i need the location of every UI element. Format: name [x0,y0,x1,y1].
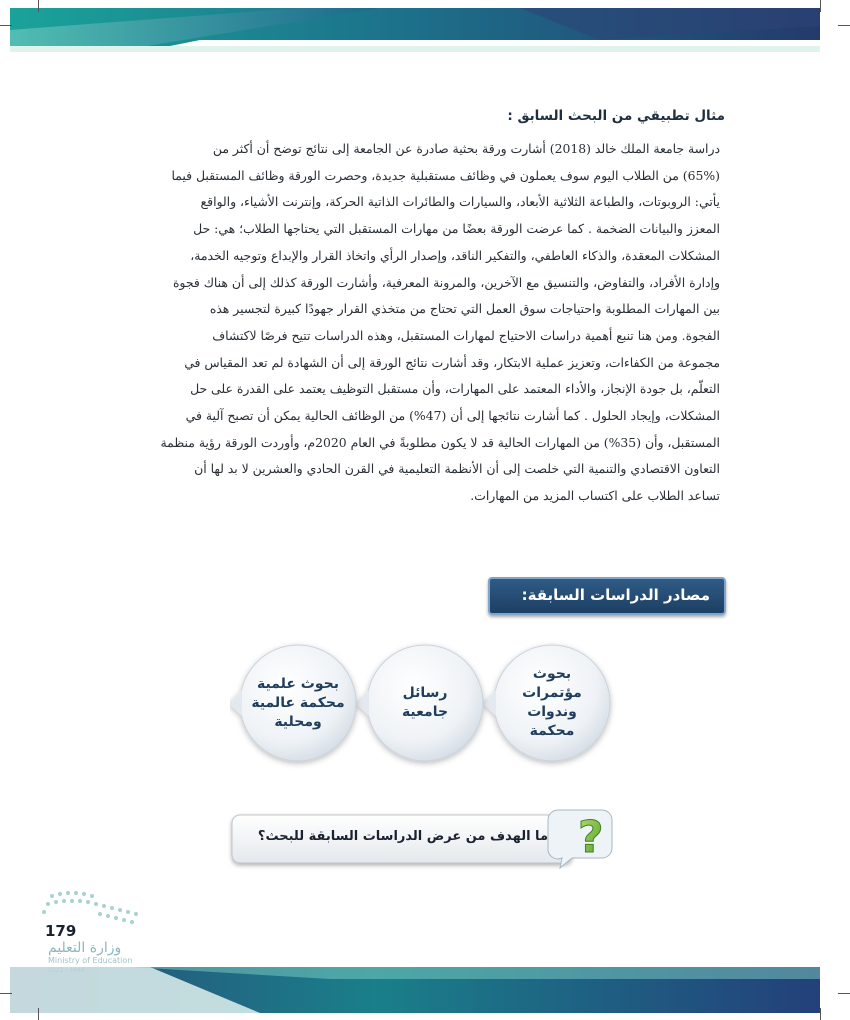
crop-mark [38,1008,39,1020]
example-heading: مثال تطبيقي من البحث السابق : [507,108,725,124]
paragraph-line: بين المهارات المطلوبة واحتياجات سوق العمل التي تحتاج من متخذي القرار جهودًا كبيرة لتجسير هذه [209,301,720,317]
crop-mark [838,25,850,26]
paragraph-line: تساعد الطلاب على اكتساب المزيد من المهارات. [470,488,720,504]
crop-mark [38,0,39,12]
paragraph-line: مجموعة من الكفاءات، وتعزيز عملية الابتكار، وقد أشارت نتائج الورقة إلى أن الشهادة لم تعد المقياس في [184,354,720,370]
sources-banner [488,577,726,615]
crop-mark [0,993,12,994]
paragraph-line: (65%) من الطلاب اليوم سوف يعملون في وظائف مستقبلية جديدة، وحصرت الورقة وظائف المستقبل فيما [171,167,720,183]
question-text: ما الهدف من عرض الدراسات السابقة للبحث؟ [257,829,548,844]
paragraph-line: وإدارة الأفراد، والتفاوض، والتنسيق مع الآخرين، والمرونة المعرفية، وأشارت الورقة كذلك إلى أن هناك فجوة [172,274,720,290]
paragraph-line: المستقبل، وأن (35%) من المهارات الحالية قد لا يكون مطلوبةً في العام 2020م، وأوردت الورقة رؤية منظمة [160,434,720,450]
page-number: 179 [45,922,77,940]
paragraph-line: المشكلات المعقدة، والذكاء العاطفي، والتفكير الناقد، وإصدار الرأي واتخاذ القرار والإبداع وتوجيه الخدمة، [190,247,720,263]
sources-title: مصادر الدراسات السابقة: [521,586,710,604]
ministry-name-arabic: وزارة التعليم [48,940,122,956]
edition-year: 2022 - 1444 [48,967,85,974]
crop-mark [838,993,850,994]
paragraph-line: المعزز والبيانات الضخمة . كما عرضت الورقة بعضًا من مهارات المستقبل التي يحتاجها الطلاب؛ هي: حل [193,221,720,237]
ministry-name-english: Ministry of Education [48,956,133,965]
paragraph-line: المشكلات، وإيجاد الحلول . كما أشارت نتائجها إلى أن (47%) من الوظائف الحالية يمكن أن تصبح آلية في [185,408,720,424]
source-bubble-label: رسائل جامعية [401,685,449,720]
paragraph-line: الفجوة. ومن هنا تنبع أهمية دراسات الاحتياج لمهارات المستقبل، وهذه الدراسات تتيح فرصًا لاكتشاف [212,327,720,343]
crop-mark [820,0,821,12]
source-bubble-label: بحوث مؤتمرات وندوات محكمة [522,666,582,739]
source-bubble-conferences [487,638,617,768]
paragraph-line: التعلّم، بل جودة الإنجاز، والأداء المعتمد على المهارات، وأن مستقبل التوظيف يعتمد على القدرة على حل [190,381,720,397]
body-paragraph [103,136,720,510]
source-bubble-theses [360,638,490,768]
source-bubble-label: بحوث علمية محكمة عالمية ومحلية [251,675,345,730]
svg-text:?: ? [578,812,604,863]
paragraph-line: التعاون الاقتصادي والتنمية التي خلصت إلى أن الأنظمة التعليمية في القرن الحادي والعشرين لا بد لها أن [194,461,720,477]
source-bubble-research [233,638,363,768]
crop-mark [0,25,12,26]
crop-mark [820,1008,821,1020]
paragraph-line: دراسة جامعة الملك خالد (2018) أشارت ورقة بحثية صادرة عن الجامعة إلى نتائج توضح أن أكثر من [212,141,720,156]
question-box [232,815,568,863]
paragraph-line: يأتي: الروبوتات، والطباعة الثلاثية الأبعاد، والسيارات والطائرات الذاتية الحركة، وإنترنت الأشياء، والواقع [200,194,720,210]
top-banner [0,0,850,55]
